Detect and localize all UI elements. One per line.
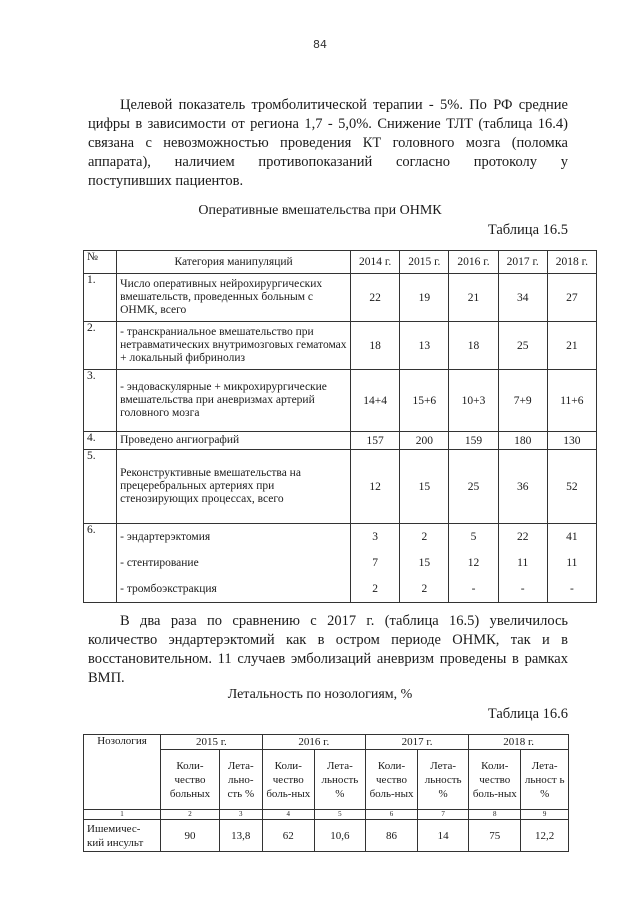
table-row [84,524,597,603]
index-cell: 7 [418,810,469,820]
index-cell: 4 [262,810,314,820]
subheader-mortality: Лета-льно-сть % [219,750,262,810]
row-value: 159 [449,432,498,450]
row-value: 2 [421,583,428,595]
row-value: - [569,583,574,595]
row-value: 157 [351,432,400,450]
index-cell: 5 [314,810,365,820]
row-value: - [471,583,476,595]
table2-title: Летальность по нозологиям, % [227,687,413,702]
row-number: 2. [84,322,117,370]
table1-label: Таблица 16.5 [487,222,568,238]
row-value: 15+6 [400,370,449,432]
paragraph-line: В два раза по сравнению с 2017 г. (таблица 16.5) увеличилось [120,613,568,629]
row-value: 21 [449,274,498,322]
row-value: 18 [351,322,400,370]
row-value: 130 [547,432,596,450]
row-value: 90 [161,820,220,852]
row-category: - эндартерэктомия [120,531,211,543]
row-value: 15 [418,557,431,569]
row-value: 11 [517,557,529,569]
header-year: 2015 г. [161,735,263,750]
paragraph-line: поступивших пациентов. [88,173,244,189]
index-cell: 3 [219,810,262,820]
header-year: 2016 г. [449,251,498,274]
row-category: Число оперативных нейрохирургических вмешательств, проведенных больным с ОНМК, всего [117,274,351,322]
row-value: 10,6 [314,820,365,852]
row-value: 2 [372,583,378,595]
row-value: 7+9 [498,370,547,432]
operations-table [83,250,597,603]
row-value: 41 [566,531,578,543]
subheader-patients: Коли-чество боль-ных [469,750,521,810]
row-value: 2 [421,531,428,543]
row-number: 3. [84,370,117,432]
table-header-row [84,735,569,750]
paragraph-line: Целевой показатель тромболитической терапии - 5%. По РФ средние [120,97,568,113]
row-number: 1. [84,274,117,322]
subheader-patients: Коли-чество боль-ных [365,750,417,810]
row-value: 62 [262,820,314,852]
row-value: 25 [498,322,547,370]
paragraph-tlt [88,96,568,191]
row-value: 12,2 [521,820,569,852]
row-value: 3 [372,531,378,543]
paragraph-line: ВМП. [88,670,125,686]
row-category: Проведено ангиографий [117,432,351,450]
row-value: 21 [547,322,596,370]
index-cell: 9 [521,810,569,820]
row-value: 36 [498,450,547,524]
subheader-mortality: Лета-льность % [314,750,365,810]
row-value: 11+6 [547,370,596,432]
paragraph-line: восстановительном. 11 случаев эмболизаций аневризм проведены в рамках [88,651,568,667]
row-category: - стентирование [120,557,199,569]
row-category: - тромбоэкстракция [120,583,217,595]
table-row [84,432,597,450]
row-value: 13,8 [219,820,262,852]
row-value: 12 [467,557,480,569]
header-nosology: Нозология [84,735,161,810]
table-row [84,322,597,370]
paragraph-line: количество эндартерэктомий как в остром периоде ОНМК, так и в [88,632,568,648]
row-value: 27 [547,274,596,322]
header-year: 2014 г. [351,251,400,274]
row-value: 5 [470,531,477,543]
row-number: 6. [84,524,117,603]
row-number: 4. [84,432,117,450]
row-value: 14+4 [351,370,400,432]
row-value: 19 [400,274,449,322]
header-year: 2017 г. [365,735,468,750]
mortality-table [83,734,569,852]
row-value: 12 [351,450,400,524]
row-value: 10+3 [449,370,498,432]
index-cell: 6 [365,810,417,820]
header-year: 2016 г. [262,735,365,750]
header-year: 2018 г. [547,251,596,274]
row-value: 22 [351,274,400,322]
row-value: 75 [469,820,521,852]
header-year: 2017 г. [498,251,547,274]
row-category: - транскраниальное вмешательство при нетравматических внутримозговых гематомах + локальный фибринолиз [117,322,351,370]
row-number: 5. [84,450,117,524]
row-value: 25 [449,450,498,524]
row-value: 52 [547,450,596,524]
paragraph-line: аппарата), наличием противопоказаний согласно протоколу у [88,154,568,170]
row-category: Реконструктивные вмешательства на прецеребральных артериях при стенозирующих процессах, всего [117,450,351,524]
paragraph-endarterectomy [88,612,568,688]
table2-label: Таблица 16.6 [487,706,568,722]
table-row [84,370,597,432]
subheader-mortality: Лета-льность % [418,750,469,810]
table1-title: Оперативные вмешательства при ОНМК [198,203,442,218]
table-header-row [84,251,597,274]
row-value: 11 [566,557,578,569]
row-value: 18 [449,322,498,370]
row-value: 200 [400,432,449,450]
table-row [84,820,569,852]
row-nosology: Ишемичес-кий инсульт [84,820,161,852]
index-cell: 1 [84,810,161,820]
row-value: 13 [400,322,449,370]
row-value: 7 [372,557,378,569]
subheader-patients: Коли-чество боль-ных [262,750,314,810]
index-row [84,810,569,820]
header-year: 2018 г. [469,735,569,750]
index-cell: 2 [161,810,220,820]
page-number: 84 [313,38,327,51]
row-value: 15 [400,450,449,524]
subheader-mortality: Лета-льност ь % [521,750,569,810]
paragraph-line: цифры в зависимости от региона 1,7 - 5,0%. Снижение ТЛТ (таблица 16.4) [88,116,568,132]
row-value: 22 [516,531,529,543]
row-value: - [520,583,525,595]
row-category: - эндоваскулярные + микрохирургические вмешательства при аневризмах артерий головного мозга [117,370,351,432]
index-cell: 8 [469,810,521,820]
row-value: 14 [418,820,469,852]
header-year: 2015 г. [400,251,449,274]
subheader-patients: Коли-чество больных [161,750,220,810]
table-row [84,450,597,524]
row-value: 34 [498,274,547,322]
header-number: № [84,251,117,274]
paragraph-line: связана с невозможностью проведения КТ головного мозга (поломка [88,135,568,151]
table-row [84,274,597,322]
row-value: 180 [498,432,547,450]
row-value: 86 [365,820,417,852]
header-category: Категория манипуляций [117,251,351,274]
